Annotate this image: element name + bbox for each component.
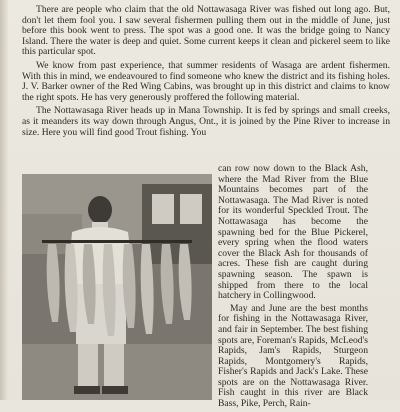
article-body bbox=[22, 5, 390, 141]
page-binding-edge bbox=[0, 0, 8, 400]
fisherman-photo bbox=[22, 174, 212, 400]
paragraph-black-ash: can row now down to the Black Ash, where the Mad River from the Blue Mountains becomes part of the Nottawasaga. The Mad River is noted for its wonderful Speckled Trout. The Nottawasaga has become the spawning bed for the Blue Pickerel, every spring when the flood waters cover the Black Ash for thousands of acres. These fish are caught during spawning season. The spawn is shipped from there to the local hatchery in Collingwood. bbox=[218, 163, 368, 302]
paragraph-fishermen: We know from past experience, that summer residents of Wasaga are ardent fishermen. With this in mind, we endeavoured to find someone who knew the district and its fishing holes. J. V. Barker owner of the Red Wing Cabins, was brought up in this district and claims to know the right spots. He has very generously proffered the following material. bbox=[22, 59, 390, 103]
paragraph-river-source: The Nottawasaga River heads up in Mana Township. It is fed by springs and small creeks, as it meanders its way down through Angus, Ont., it is joined by the Pine River to increase in size. Here you will find good Trout fishing. You bbox=[22, 105, 390, 138]
paragraph-best-months: May and June are the best months for fishing in the Nottawasaga River, and fair in September. The best fishing spots are, Foreman's Rapids, McLeod's Rapids, Jam's Rapids, Sturgeon Rapids, Montgomery's Rapids, Fisher's Rapids and Jack's Lake. These spots are on the Nottawasaga River. Fish caught in this river are Black Bass, Pike, Perch, Rain- bbox=[218, 302, 369, 410]
right-column-text bbox=[218, 164, 368, 412]
fisherman-photo-illustration bbox=[22, 174, 212, 400]
paragraph-intro: There are people who claim that the old Nottawasaga River was fished out long ago. But, don't let them fool you. I saw several fishermen pulling them out in the middle of June, just before this book went to press. The spot was a good one. It was the bridge going to Nancy Island. There the water is deep and quiet. Some current keeps it clean and pickerel seem to like this particular spot. bbox=[22, 4, 390, 58]
